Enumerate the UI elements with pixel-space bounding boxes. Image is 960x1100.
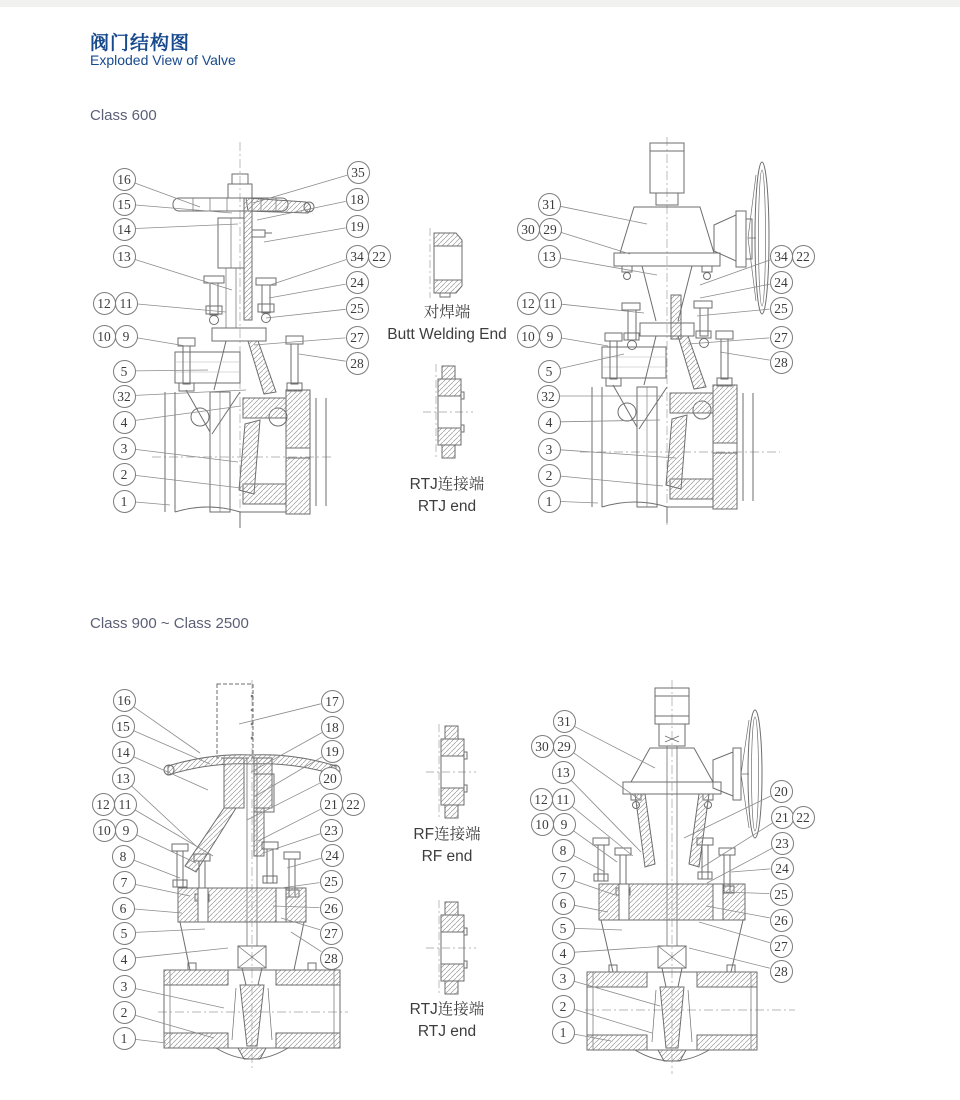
callout-balloon-3: 3: [113, 437, 136, 460]
callout-balloon-25: 25: [320, 870, 343, 893]
callout-balloon-26: 26: [770, 909, 793, 932]
callout-balloon-10: 10: [517, 325, 540, 348]
callout-balloon-19: 19: [346, 215, 369, 238]
callout-balloon-13: 13: [538, 245, 561, 268]
callout-balloon-23: 23: [320, 819, 343, 842]
callout-balloon-15: 15: [112, 715, 135, 738]
callout-balloon-12: 12: [93, 292, 116, 315]
callout-balloon-24: 24: [346, 271, 369, 294]
section-heading-class900-2500: Class 900 ~ Class 2500: [90, 615, 249, 632]
callout-balloon-29: 29: [539, 218, 562, 241]
callout-balloon-19: 19: [321, 740, 344, 763]
callout-balloon-28: 28: [320, 947, 343, 970]
rtj-end-drawing-class600: [423, 362, 473, 462]
callout-balloon-12: 12: [92, 793, 115, 816]
rf-end-drawing: [426, 722, 476, 822]
callout-balloon-35: 35: [347, 161, 370, 184]
end-label-butt-welding: [337, 302, 557, 346]
callout-balloon-1: 1: [538, 490, 561, 513]
callout-balloon-26: 26: [320, 897, 343, 920]
callout-balloon-14: 14: [113, 218, 136, 241]
callout-balloon-8: 8: [552, 839, 575, 862]
callout-balloon-5: 5: [113, 922, 136, 945]
callout-balloon-28: 28: [770, 351, 793, 374]
callout-balloon-31: 31: [553, 710, 576, 733]
callout-balloon-1: 1: [552, 1021, 575, 1044]
end-label-rtj-class600-zh: RTJ连接端: [409, 476, 485, 493]
callout-balloon-7: 7: [552, 866, 575, 889]
callout-balloon-2: 2: [113, 463, 136, 486]
callout-balloon-15: 15: [113, 193, 136, 216]
bonnet: [178, 888, 306, 970]
callout-balloon-22: 22: [342, 793, 365, 816]
callout-balloon-22: 22: [792, 806, 815, 829]
callout-balloon-27: 27: [770, 935, 793, 958]
callout-balloon-10: 10: [531, 813, 554, 836]
callout-balloon-23: 23: [771, 832, 794, 855]
page-title-en: Exploded View of Valve: [90, 52, 236, 68]
callout-balloon-9: 9: [115, 819, 138, 842]
callout-balloon-11: 11: [114, 793, 137, 816]
callout-balloon-11: 11: [115, 292, 138, 315]
callout-balloon-17: 17: [321, 690, 344, 713]
end-label-rf-zh: RF连接端: [413, 826, 481, 843]
callout-balloon-27: 27: [770, 326, 793, 349]
callout-balloon-9: 9: [553, 813, 576, 836]
callout-balloon-2: 2: [552, 995, 575, 1018]
end-label-rtj-class900-en: RTJ end: [417, 1023, 477, 1040]
callout-balloon-3: 3: [113, 975, 136, 998]
callout-balloon-13: 13: [552, 761, 575, 784]
end-label-rtj-class600-en: RTJ end: [417, 498, 477, 515]
end-label-butt-welding-en: Butt Welding End: [387, 326, 507, 343]
callout-balloon-4: 4: [113, 411, 136, 434]
end-label-rf-en: RF end: [421, 848, 473, 865]
page-title-zh: 阀门结构图: [90, 33, 191, 54]
butt-welding-end-drawing: [420, 228, 470, 298]
page-top-strip: [0, 0, 960, 7]
callout-balloon-24: 24: [771, 857, 794, 880]
end-label-butt-welding-zh: 对焊端: [423, 304, 471, 321]
valve-body: [592, 385, 753, 523]
callout-balloon-8: 8: [112, 845, 135, 868]
callout-balloon-12: 12: [530, 788, 553, 811]
callout-balloon-10: 10: [93, 819, 116, 842]
side-handwheel: [714, 162, 769, 314]
callout-balloon-30: 30: [517, 218, 540, 241]
callout-balloon-25: 25: [346, 297, 369, 320]
callout-balloon-32: 32: [537, 385, 560, 408]
end-label-rtj-class900: [337, 999, 557, 1043]
wedge: [660, 987, 684, 1048]
callout-balloon-2: 2: [538, 464, 561, 487]
valve-drawing-class600-right: [580, 135, 795, 532]
callout-balloon-13: 13: [112, 767, 135, 790]
callout-balloon-30: 30: [531, 735, 554, 758]
callout-balloon-34: 34: [770, 245, 793, 268]
stem-protection-tube: [217, 684, 253, 758]
callout-balloon-9: 9: [115, 325, 138, 348]
callout-balloon-24: 24: [321, 844, 344, 867]
callout-balloon-29: 29: [553, 735, 576, 758]
side-handwheel: [713, 710, 762, 838]
callout-balloon-28: 28: [770, 960, 793, 983]
callout-balloon-16: 16: [113, 168, 136, 191]
callout-balloon-6: 6: [552, 892, 575, 915]
callout-balloon-34: 34: [346, 245, 369, 268]
callout-balloon-10: 10: [93, 325, 116, 348]
end-label-rtj-class900-zh: RTJ连接端: [409, 1001, 485, 1018]
callout-balloon-18: 18: [321, 716, 344, 739]
end-label-rf: [337, 824, 557, 868]
callout-balloon-1: 1: [113, 1027, 136, 1050]
callout-balloon-11: 11: [552, 788, 575, 811]
callout-balloon-18: 18: [346, 188, 369, 211]
callout-balloon-6: 6: [112, 897, 135, 920]
valve-body: [587, 946, 757, 1061]
callout-balloon-27: 27: [346, 326, 369, 349]
callout-balloon-25: 25: [770, 297, 793, 320]
callout-balloon-2: 2: [113, 1001, 136, 1024]
callout-balloon-24: 24: [770, 271, 793, 294]
wedge: [240, 985, 264, 1046]
callout-balloon-3: 3: [552, 967, 575, 990]
callout-balloon-5: 5: [552, 917, 575, 940]
callout-balloon-1: 1: [113, 490, 136, 513]
callout-balloon-21: 21: [771, 806, 794, 829]
rtj-end-drawing-class900: [426, 898, 476, 998]
bonnet: [175, 336, 303, 434]
callout-balloon-27: 27: [320, 922, 343, 945]
callout-balloon-7: 7: [113, 871, 136, 894]
callout-balloon-25: 25: [770, 883, 793, 906]
valve-body: [164, 946, 340, 1059]
callout-balloon-32: 32: [113, 385, 136, 408]
callout-balloon-28: 28: [346, 352, 369, 375]
callout-balloon-9: 9: [539, 325, 562, 348]
callout-balloon-20: 20: [770, 780, 793, 803]
callout-balloon-12: 12: [517, 292, 540, 315]
callout-balloon-11: 11: [539, 292, 562, 315]
callout-balloon-31: 31: [538, 193, 561, 216]
valve-body: [165, 390, 326, 528]
callout-balloon-20: 20: [319, 767, 342, 790]
valve-drawing-class600-left: [148, 140, 338, 532]
wedge: [239, 420, 260, 494]
callout-balloon-5: 5: [113, 360, 136, 383]
end-label-rtj-class600: [337, 474, 557, 518]
valve-drawing-class900-right: [585, 678, 800, 1078]
wedge: [666, 415, 687, 489]
yoke-sleeve: [185, 758, 274, 872]
callout-balloon-4: 4: [538, 411, 561, 434]
callout-balloon-4: 4: [552, 942, 575, 965]
callout-balloon-22: 22: [792, 245, 815, 268]
callout-balloon-3: 3: [538, 438, 561, 461]
callout-balloon-14: 14: [112, 741, 135, 764]
section-heading-class600: Class 600: [90, 107, 157, 124]
callout-balloon-22: 22: [368, 245, 391, 268]
callout-balloon-21: 21: [320, 793, 343, 816]
callout-balloon-13: 13: [113, 245, 136, 268]
callout-balloon-16: 16: [113, 689, 136, 712]
callout-balloon-4: 4: [113, 948, 136, 971]
callout-balloon-5: 5: [538, 360, 561, 383]
valve-drawing-class900-left: [158, 678, 348, 1070]
